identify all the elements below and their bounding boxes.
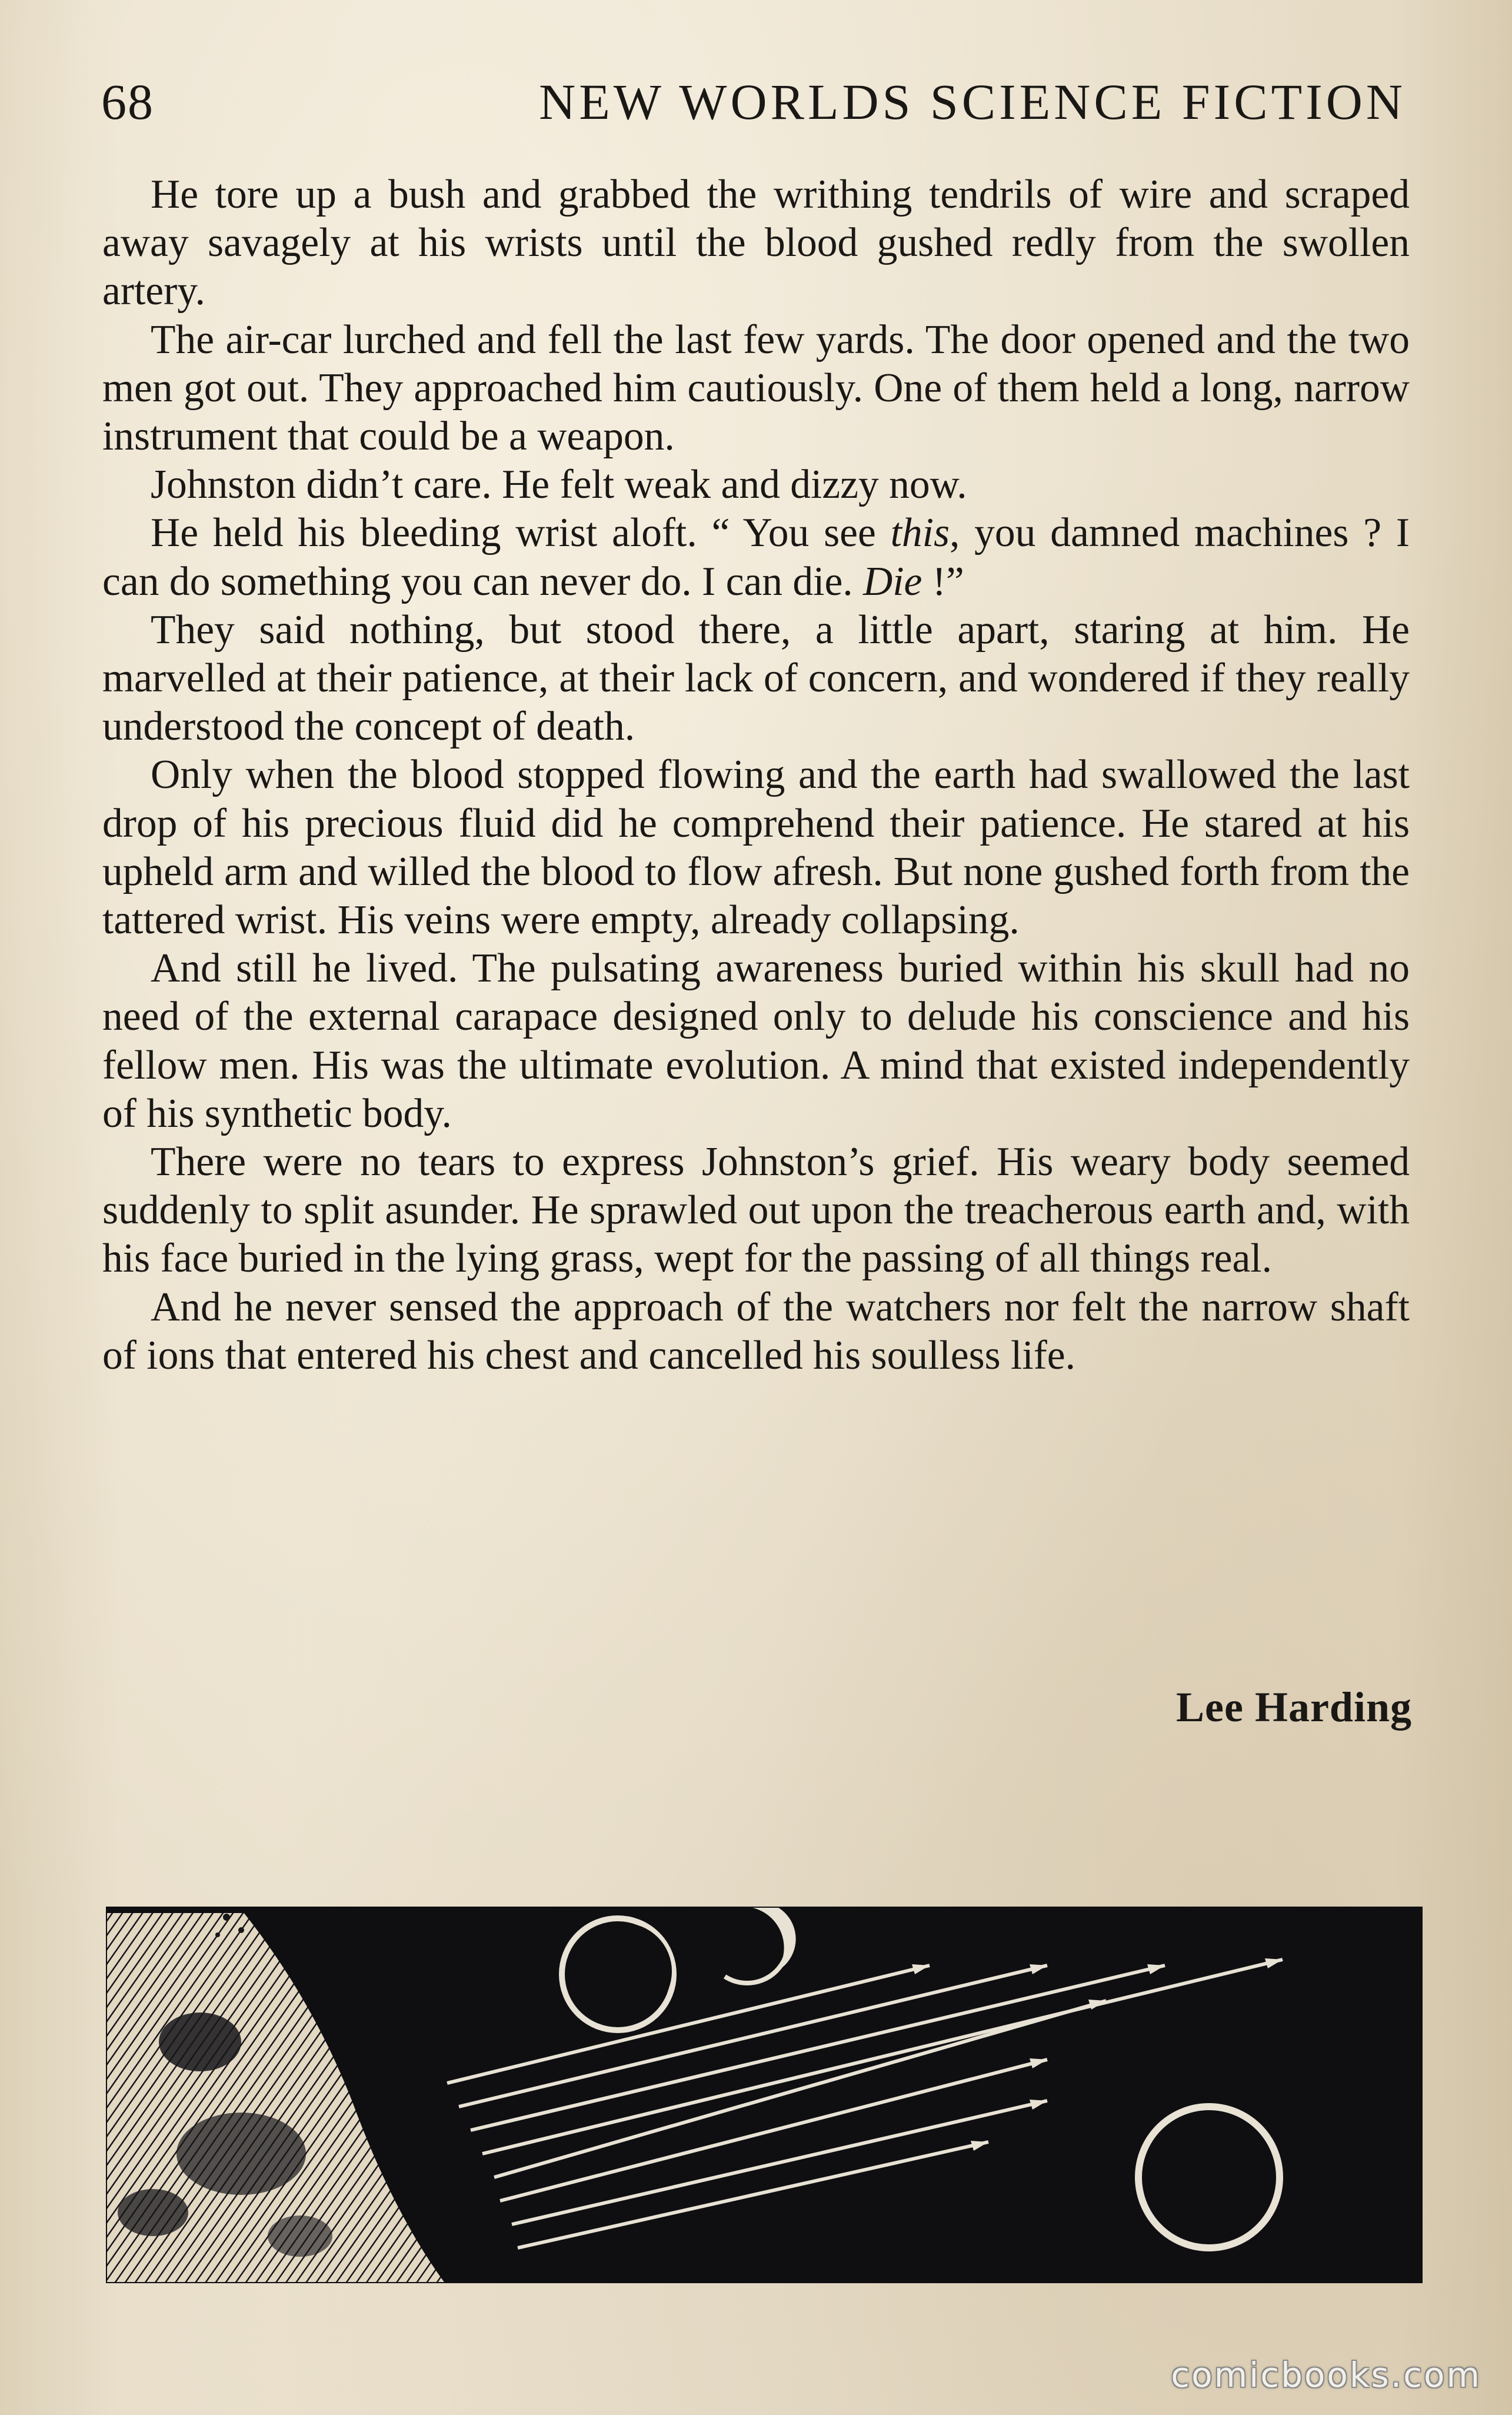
watermark: comicbooks.com — [1171, 2355, 1481, 2395]
emphasis-this: this — [890, 510, 950, 556]
moon-icon-3 — [1138, 2107, 1280, 2248]
paragraph: He tore up a bush and grabbed the writhing tendrils of wire and scraped away savagely at his wrists until the blood gushed redly from the swollen artery. — [102, 172, 1410, 314]
emphasis-die: Die — [863, 558, 922, 604]
paragraph: And still he lived. The pulsating awareness buried within his skull had no need of the external carapace designed only to delude his conscience and his fellow men. His was the ultimate evolution. A mind that existed independently of his synthetic body. — [102, 946, 1410, 1136]
paragraph-text: !” — [922, 558, 964, 604]
page-number: 68 — [101, 74, 154, 130]
paragraph-exclamation — [102, 509, 1410, 606]
journal-title: NEW WORLDS SCIENCE FICTION — [539, 74, 1406, 130]
running-head — [101, 69, 1406, 134]
paragraph: And he never sensed the approach of the watchers nor felt the narrow shaft of ions that entered his chest and cancelled his soulless life. — [102, 1284, 1410, 1378]
paragraph-text: , you damned machines ? I can do something you can never do. I can die. — [102, 510, 1410, 604]
space-illustration — [106, 1907, 1423, 2283]
author-signature: Lee Harding — [1176, 1684, 1412, 1731]
paragraph: The air-car lurched and fell the last few yards. The door opened and the two men got out. They approached him cautiously. One of them held a long, narrow instrument that could be a weapon. — [102, 317, 1410, 460]
paragraph: There were no tears to express Johnston’s grief. His weary body seemed suddenly to split asunder. He sprawled out upon the treacherous earth and, with his face buried in the lying grass, wept for the passing of all things real. — [102, 1139, 1410, 1282]
paragraph: They said nothing, but stood there, a little apart, staring at him. He marvelled at their patience, at their lack of concern, and wondered if they really understood the concept of death. — [102, 607, 1410, 750]
story-text — [102, 171, 1410, 1380]
paragraph: Johnston didn’t care. He felt weak and dizzy now. — [151, 462, 967, 508]
paragraph: Only when the blood stopped flowing and the earth had swallowed the last drop of his precious fluid did he comprehend their patience. He stared at his upheld arm and willed the blood to flow afresh. But none gushed forth from the tattered wrist. His veins were empty, already collapsing. — [102, 752, 1410, 943]
moon-icon-1 — [562, 1918, 674, 2030]
paragraph-text: He held his bleeding wrist aloft. “ You see — [151, 510, 891, 556]
